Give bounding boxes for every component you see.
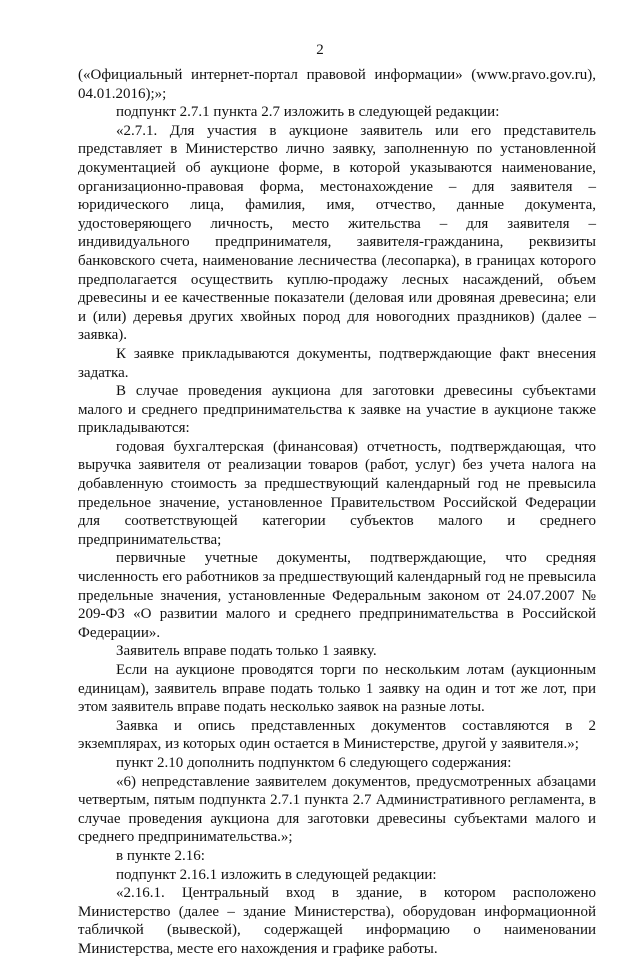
- paragraph: Заявитель вправе подать только 1 заявку.: [116, 643, 377, 660]
- paragraph: «6) непредставление заявителем документов, предусмотренных абзацами четвертым, пятым подпункта 2.7.1 пункта 2.7 Административного регламента, в случае проведения аукциона для заготовки древесины субъектами малого и среднего предпринимательства.»;: [78, 773, 596, 846]
- paragraph: в пункте 2.16:: [116, 847, 205, 864]
- paragraph: подпункт 2.16.1 изложить в следующей редакции:: [116, 866, 437, 883]
- paragraph: пункт 2.10 дополнить подпунктом 6 следующего содержания:: [116, 754, 512, 771]
- paragraph: В случае проведения аукциона для заготовки древесины субъектами малого и среднего предпринимательства к заявке на участие в аукционе также прикладываются:: [78, 383, 596, 437]
- document-body: [78, 66, 596, 959]
- paragraph: Если на аукционе проводятся торги по нескольким лотам (аукционным единицам), заявитель вправе подать только 1 заявку на один и тот же лот, при этом заявитель вправе подать несколько заявок на разные лоты.: [78, 662, 596, 716]
- paragraph: подпункт 2.7.1 пункта 2.7 изложить в следующей редакции:: [116, 104, 500, 121]
- paragraph: годовая бухгалтерская (финансовая) отчетность, подтверждающая, что выручка заявителя от реализации товаров (работ, услуг) без учета налога на добавленную стоимость за предшествующий календарный год не превысила предельное значение, установленное Правительством Российской Федерации для соответствующей категории субъектов малого и среднего предпринимательства;: [78, 438, 596, 548]
- page-number: 2: [316, 42, 324, 58]
- paragraph: Заявка и опись представленных документов составляются в 2 экземплярах, из которых один остается в Министерстве, другой у заявителя.»;: [78, 717, 596, 753]
- paragraph: («Официальный интернет-портал правовой информации» (www.pravo.gov.ru), 04.01.2016);»;: [78, 67, 596, 102]
- paragraph: «2.7.1. Для участия в аукционе заявитель или его представитель представляет в Министерство лично заявку, заполненную по установленной документацией об аукционе форме, в которой указываются наименование, организационно-правовая форма, местонахождение – для заявителя – юридического лица, фамилия, имя, отчество, данные документа, удостоверяющего личность, место жительства – для заявителя – индивидуального предпринимателя, заявителя-гражданина, реквизиты банковского счета, наименование лесничества (лесопарка), в границах которого предполагается осуществить куплю-продажу лесных насаждений, объем древесины и ее качественные показатели (деловая или дровяная древесина; ели и (или) деревья других хвойных пород для новогодних праздников) (далее – заявка).: [78, 122, 596, 344]
- paragraph: первичные учетные документы, подтверждающие, что средняя численность его работников за предшествующий календарный год не превысила предельные значения, установленные Федеральным законом от 24.07.2007 № 209-ФЗ «О развитии малого и среднего предпринимательства в Российской Федерации».: [78, 550, 596, 641]
- paragraph: К заявке прикладываются документы, подтверждающие факт внесения задатка.: [78, 345, 596, 381]
- paragraph: «2.16.1. Центральный вход в здание, в котором расположено Министерство (далее – здание Министерства), оборудован информационной табличкой (вывеской), содержащей информацию о наименовании Министерства, месте его нахождения и графике работы.: [78, 885, 596, 957]
